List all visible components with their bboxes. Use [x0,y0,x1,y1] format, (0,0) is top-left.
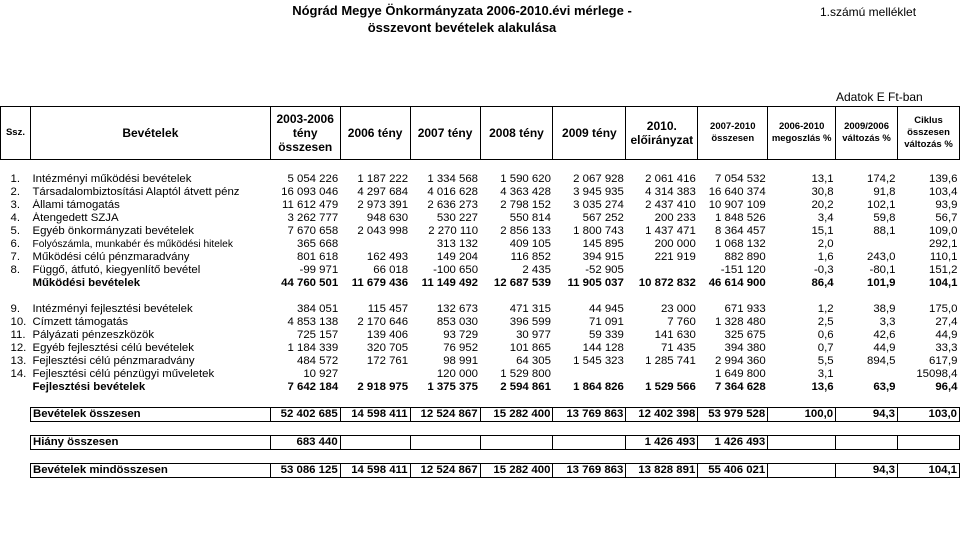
value-cell: 94,3 [836,464,898,478]
value-cell: 567 252 [582,212,624,224]
row-label: Átengedett SZJA [32,212,119,224]
table-row [1,303,960,316]
value-cell: 93 729 [443,329,479,341]
value-cell: 11 905 037 [567,277,624,289]
row-number [1,464,31,478]
value-cell: 56,7 [935,212,958,224]
value-cell: 4 363 428 [500,186,551,198]
value-cell [553,436,626,450]
row-label: Függő, átfutó, kiegyenlítő bevétel [32,264,201,276]
col-header: 2009 tény [553,107,626,160]
value-cell [836,238,898,251]
value-cell: 1 864 826 [573,381,624,393]
value-cell: -100 650 [433,264,479,276]
value-cell: 683 440 [270,436,340,450]
value-cell: -0,3 [813,264,834,276]
value-cell: 313 132 [436,238,479,250]
table-row [1,408,960,422]
value-cell: 15 282 400 [480,464,553,478]
value-cell: 1 334 568 [427,173,479,185]
value-cell: 16 640 374 [708,186,766,198]
value-cell: 98 991 [443,355,479,367]
row-number: 2. [10,186,20,198]
col-header: Ssz. [1,107,31,160]
value-cell: 2 594 861 [500,381,551,393]
value-cell: 13,6 [811,381,834,393]
spacer-row [1,394,960,408]
value-cell: 1 437 471 [645,225,696,237]
col-header: 2003-2006 tény összesen [270,107,340,160]
value-cell: 33,3 [935,342,958,354]
table-row [1,186,960,199]
value-cell: 174,2 [867,173,896,185]
table-row [1,225,960,238]
value-cell: 384 051 [296,303,339,315]
value-cell: 120 000 [436,368,479,380]
value-cell: 671 933 [724,303,766,315]
value-cell: 1 184 339 [287,342,339,354]
value-cell [836,368,898,381]
value-cell: 96,4 [935,381,958,393]
value-cell: 2 061 416 [645,173,696,185]
value-cell [768,436,836,450]
value-cell: -80,1 [869,264,896,276]
value-cell: 30 977 [516,329,551,341]
value-cell: 53 086 125 [270,464,340,478]
value-cell: 172 761 [366,355,409,367]
value-cell: 91,8 [873,186,896,198]
value-cell: 27,4 [935,316,958,328]
value-cell: 100,0 [768,408,836,422]
value-cell: 2 918 975 [357,381,409,393]
value-cell: 1,2 [817,303,834,315]
table-row [1,277,960,290]
value-cell: 12 524 867 [410,408,480,422]
value-cell: 1 068 132 [715,238,766,250]
value-cell: -52 905 [585,264,624,276]
value-cell: 66 018 [373,264,409,276]
col-header: 2007-2010 összesen [698,107,768,160]
value-cell: 46 614 900 [708,277,766,289]
value-cell: 1 649 800 [715,368,766,380]
value-cell: 3 035 274 [573,199,624,211]
value-cell: 7 364 628 [715,381,766,393]
value-cell: 243,0 [867,251,896,263]
table-row [1,355,960,368]
value-cell: 394 915 [582,251,624,263]
value-cell: 15,1 [811,225,834,237]
value-cell: 20,2 [811,199,834,211]
row-label: Működési célú pénzmaradvány [32,251,190,263]
value-cell [340,368,410,381]
row-number: 12. [10,342,27,354]
value-cell: 86,4 [811,277,834,289]
value-cell: 145 895 [582,238,624,250]
value-cell: 13 769 863 [553,464,626,478]
table-row [1,436,960,450]
value-cell: 484 572 [296,355,339,367]
value-cell: 3,3 [879,316,896,328]
value-cell [626,264,698,277]
row-label: Címzett támogatás [32,316,129,328]
value-cell: 13 769 863 [553,408,626,422]
value-cell: 10 872 832 [638,277,696,289]
row-label: Bevételek mindösszesen [30,464,270,478]
table-row [1,251,960,264]
row-label: Működési bevételek [32,277,141,289]
value-cell: 139,6 [928,173,958,185]
row-number: 14. [10,368,27,380]
value-cell: 13 828 891 [626,464,698,478]
row-number: 7. [10,251,20,263]
value-cell [410,436,480,450]
row-number [1,436,31,450]
value-cell: 550 814 [509,212,551,224]
value-cell: 12 687 539 [493,277,551,289]
value-cell: 10 907 109 [708,199,766,211]
page-title [262,2,662,36]
value-cell: 325 675 [724,329,766,341]
value-cell [898,436,960,450]
spacer-cell [1,160,960,174]
row-label: Folyószámla, munkabér és működési hitelek [32,239,233,250]
table-row [1,464,960,478]
col-header: 2006-2010 megoszlás % [768,107,836,160]
value-cell: 3,4 [817,212,834,224]
row-number: 11. [10,329,26,341]
value-cell [553,368,626,381]
value-cell: 320 705 [366,342,409,354]
value-cell: 13,1 [811,173,834,185]
value-cell: 5,5 [817,355,834,367]
table-row [1,329,960,342]
row-label: Fejlesztési bevételek [32,381,146,393]
value-cell: 1 285 741 [645,355,696,367]
value-cell [480,436,553,450]
row-label: Intézményi működési bevételek [32,173,192,185]
row-label: Fejlesztési célú pénzmaradvány [32,355,195,367]
value-cell: 1 590 620 [500,173,551,185]
table-row [1,381,960,394]
value-cell: 1 848 526 [715,212,766,224]
value-cell: 2 437 410 [645,199,696,211]
value-cell: 8 364 457 [715,225,766,237]
unit-label: Adatok E Ft-ban [836,90,923,104]
spacer-cell [1,394,960,408]
title-line-1: Nógrád Megye Önkormányzata 2006-2010.évi mérlege - [292,3,632,18]
value-cell: 42,6 [873,329,896,341]
value-cell: 221 919 [654,251,696,263]
value-cell: 12 402 398 [626,408,698,422]
table-row [1,238,960,251]
value-cell: 2 636 273 [427,199,479,211]
value-cell: 109,0 [928,225,958,237]
spacer-row [1,160,960,174]
table-row [1,368,960,381]
value-cell: 394 380 [724,342,766,354]
value-cell: 1 187 222 [357,173,409,185]
value-cell: 2 994 360 [715,355,766,367]
value-cell: 0,6 [817,329,834,341]
spacer-cell [1,422,960,436]
value-cell: 2 435 [522,264,551,276]
value-cell: 2 067 928 [573,173,624,185]
value-cell: 101,9 [867,277,896,289]
value-cell: 110,1 [929,251,958,263]
header-row [1,107,960,160]
value-cell: 5 054 226 [287,173,339,185]
value-cell: 1 328 480 [715,316,766,328]
value-cell: 530 227 [436,212,479,224]
value-cell: 52 402 685 [270,408,340,422]
value-cell: 4 016 628 [427,186,479,198]
value-cell: 149 204 [436,251,479,263]
value-cell: 103,4 [928,186,958,198]
row-label: Társadalombiztosítási Alaptól átvett pénz [32,186,240,198]
value-cell: 471 315 [509,303,551,315]
value-cell: 11 679 436 [351,277,409,289]
row-number: 3. [10,199,20,211]
row-label: Hiány összesen [30,436,270,450]
value-cell: 948 630 [366,212,409,224]
value-cell: 139 406 [366,329,409,341]
col-header: Bevételek [30,107,270,160]
value-cell: 151,2 [928,264,958,276]
value-cell: 64 305 [516,355,551,367]
col-header: 2009/2006 változás % [836,107,898,160]
value-cell: 104,1 [928,277,958,289]
value-cell: 882 890 [724,251,766,263]
value-cell: 1 426 493 [698,436,768,450]
value-cell: 16 093 046 [281,186,339,198]
value-cell: 2 973 391 [357,199,409,211]
value-cell: 200 233 [654,212,696,224]
value-cell: 2 170 646 [357,316,409,328]
value-cell: 103,0 [898,408,960,422]
value-cell: 2 856 133 [500,225,551,237]
value-cell: 63,9 [873,381,896,393]
col-header: Ciklus összesen változás % [898,107,960,160]
value-cell: 801 618 [296,251,339,263]
value-cell: 162 493 [366,251,409,263]
value-cell: 44 760 501 [281,277,339,289]
table-row [1,342,960,355]
spacer-cell [1,290,960,303]
col-header: 2008 tény [480,107,553,160]
value-cell: 2 270 110 [428,225,479,237]
value-cell: 12 524 867 [410,464,480,478]
value-cell: 175,0 [928,303,958,315]
value-cell: 894,5 [867,355,896,367]
col-header: 2006 tény [340,107,410,160]
value-cell: 132 673 [436,303,479,315]
value-cell: 104,1 [898,464,960,478]
spacer-cell [1,450,960,464]
value-cell: 7 760 [667,316,696,328]
value-cell: 200 000 [654,238,696,250]
title-line-2: összevont bevételek alakulása [367,20,557,35]
row-number [1,381,31,394]
value-cell: 53 979 528 [698,408,768,422]
value-cell: 55 406 021 [698,464,768,478]
value-cell: 1,6 [817,251,834,263]
col-header: 2007 tény [410,107,480,160]
annex-label: 1.számú melléklet [820,5,917,19]
value-cell [626,368,698,381]
value-cell: 4 314 383 [645,186,696,198]
table-row [1,173,960,186]
value-cell [768,464,836,478]
value-cell: 15 282 400 [480,408,553,422]
row-label: Fejlesztési célú pénzügyi műveletek [32,368,215,380]
row-label: Bevételek összesen [30,408,270,422]
value-cell: 1 375 375 [427,381,479,393]
value-cell: 23 000 [660,303,696,315]
spacer-row [1,290,960,303]
value-cell: 116 852 [510,251,551,263]
table-body [1,160,960,478]
value-cell: 30,8 [811,186,834,198]
value-cell: 3 262 777 [287,212,339,224]
row-number: 6. [10,238,20,250]
value-cell: 7 642 184 [287,381,339,393]
value-cell: 94,3 [836,408,898,422]
value-cell: 38,9 [873,303,896,315]
value-cell: 44,9 [935,329,958,341]
revenue-table [0,106,960,478]
value-cell: 4 853 138 [287,316,339,328]
row-label: Egyéb önkormányzati bevételek [32,225,194,237]
value-cell: 71 435 [660,342,696,354]
value-cell: 725 157 [296,329,339,341]
value-cell: 88,1 [873,225,896,237]
spacer-row [1,450,960,464]
value-cell: 1 545 323 [573,355,624,367]
value-cell: 2 798 152 [500,199,551,211]
value-cell [340,436,410,450]
table-row [1,212,960,225]
value-cell: 2,0 [817,238,834,250]
table-row [1,199,960,212]
value-cell: 7 670 658 [287,225,339,237]
row-number: 5. [10,225,20,237]
row-number [1,408,31,422]
row-number [1,277,31,290]
value-cell: 1 426 493 [626,436,698,450]
value-cell: 141 630 [654,329,696,341]
table-row [1,264,960,277]
value-cell: 409 105 [509,238,551,250]
value-cell: 93,9 [935,199,958,211]
value-cell: 396 599 [509,316,551,328]
value-cell [836,436,898,450]
row-number: 9. [10,303,20,315]
value-cell: 14 598 411 [340,464,410,478]
value-cell: 76 952 [443,342,479,354]
row-number: 13. [10,355,27,367]
value-cell: 1 529 566 [645,381,696,393]
table-row [1,316,960,329]
row-number: 4. [10,212,20,224]
row-label: Pályázati pénzeszközök [32,329,155,341]
row-label: Intézményi fejlesztési bevételek [32,303,193,315]
value-cell: 4 297 684 [357,186,409,198]
value-cell: 101 865 [509,342,551,354]
value-cell: 11 612 479 [282,199,339,211]
value-cell: -151 120 [720,264,766,276]
value-cell: 0,7 [817,342,834,354]
value-cell: 10 927 [303,368,339,380]
row-number: 1. [10,173,20,185]
value-cell: 71 091 [589,316,624,328]
row-number: 8. [10,264,20,276]
value-cell: 11 149 492 [421,277,479,289]
value-cell: 59,8 [873,212,896,224]
value-cell: 2,5 [817,316,834,328]
row-number: 10. [10,316,27,328]
value-cell: 44 945 [589,303,624,315]
value-cell: 1 800 743 [573,225,624,237]
value-cell: -99 971 [299,264,339,276]
value-cell: 144 128 [582,342,624,354]
value-cell: 3 945 935 [573,186,624,198]
value-cell: 292,1 [928,238,958,250]
value-cell: 2 043 998 [357,225,409,237]
value-cell: 3,1 [817,368,834,380]
col-header: 2010. előirányzat [626,107,698,160]
value-cell: 14 598 411 [340,408,410,422]
row-label: Állami támogatás [32,199,120,211]
value-cell: 617,9 [928,355,958,367]
value-cell: 7 054 532 [715,173,766,185]
value-cell: 44,9 [873,342,896,354]
row-label: Egyéb fejlesztési célú bevételek [32,342,194,354]
value-cell: 853 030 [436,316,479,328]
value-cell: 365 668 [296,238,339,250]
spacer-row [1,422,960,436]
value-cell: 59 339 [589,329,624,341]
value-cell: 102,1 [867,199,896,211]
value-cell [340,238,410,251]
value-cell: 15098,4 [916,368,958,380]
value-cell: 115 457 [367,303,409,315]
value-cell: 1 529 800 [500,368,551,380]
